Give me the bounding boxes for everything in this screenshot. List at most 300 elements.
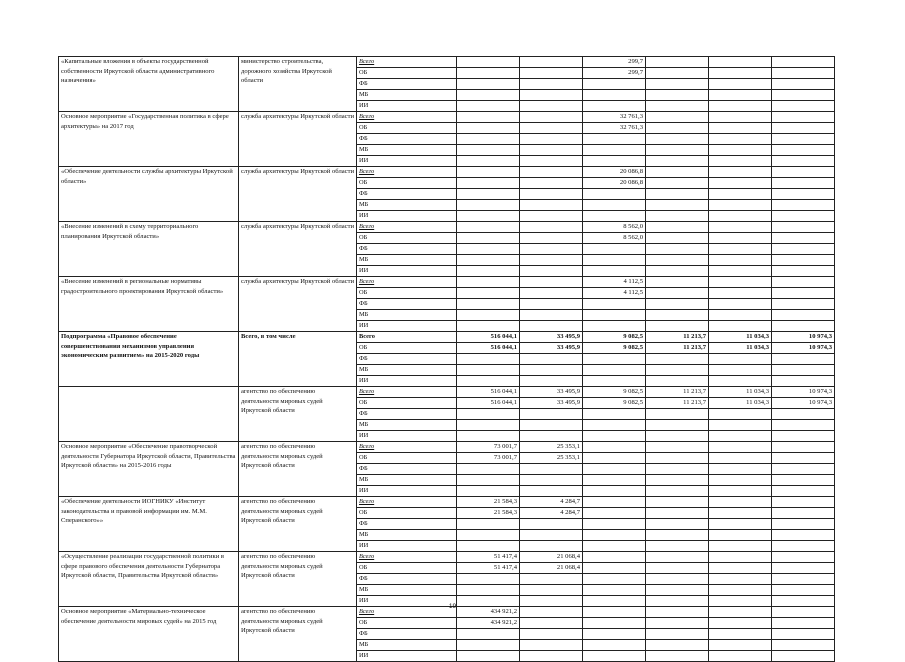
amount-cell (457, 530, 520, 541)
amount-cell (646, 354, 709, 365)
amount-cell (646, 321, 709, 332)
amount-cell (520, 519, 583, 530)
funding-source-cell: ОБ (357, 508, 457, 519)
amount-cell (772, 299, 835, 310)
amount-cell (520, 376, 583, 387)
amount-cell (709, 101, 772, 112)
amount-cell (709, 453, 772, 464)
amount-cell (646, 497, 709, 508)
amount-cell (457, 288, 520, 299)
funding-source-cell: ОБ (357, 563, 457, 574)
amount-cell (772, 563, 835, 574)
amount-cell (709, 640, 772, 651)
funding-source-cell: ИИ (357, 321, 457, 332)
amount-cell (772, 508, 835, 519)
amount-cell (583, 486, 646, 497)
amount-cell: 4 112,5 (583, 288, 646, 299)
budget-table (58, 56, 835, 662)
funding-source-cell: ОБ (357, 68, 457, 79)
amount-cell (709, 255, 772, 266)
amount-cell (583, 651, 646, 662)
amount-cell (583, 211, 646, 222)
activity-name-cell: Основное мероприятие «Обеспечение правотворческой деятельности Губернатора Иркутской области, Правительства Иркутской области» на 2015-2016 годы (59, 442, 239, 497)
amount-cell (583, 299, 646, 310)
amount-cell (520, 277, 583, 288)
amount-cell (520, 123, 583, 134)
amount-cell (709, 508, 772, 519)
amount-cell (520, 585, 583, 596)
amount-cell (520, 90, 583, 101)
amount-cell (583, 255, 646, 266)
amount-cell (772, 464, 835, 475)
amount-cell (583, 156, 646, 167)
amount-cell (772, 321, 835, 332)
funding-source-cell: ФБ (357, 464, 457, 475)
activity-name-cell: «Обеспечение деятельности службы архитектуры Иркутской области» (59, 167, 239, 222)
amount-cell (646, 585, 709, 596)
amount-cell (709, 134, 772, 145)
amount-cell (709, 475, 772, 486)
amount-cell (520, 178, 583, 189)
amount-cell (520, 530, 583, 541)
amount-cell (772, 376, 835, 387)
amount-cell (457, 585, 520, 596)
funding-source-cell: Всего (357, 442, 457, 453)
amount-cell: 516 044,1 (457, 398, 520, 409)
amount-cell (709, 530, 772, 541)
amount-cell (646, 530, 709, 541)
table-row (59, 112, 835, 123)
amount-cell (646, 486, 709, 497)
amount-cell (646, 68, 709, 79)
amount-cell: 33 495,9 (520, 398, 583, 409)
amount-cell: 11 034,3 (709, 332, 772, 343)
executor-cell: министерство строительства, дорожного хозяйства Иркутской области (239, 57, 357, 112)
amount-cell (709, 156, 772, 167)
amount-cell (457, 376, 520, 387)
funding-source-cell: ИИ (357, 211, 457, 222)
amount-cell (709, 57, 772, 68)
funding-source-cell: Всего (357, 332, 457, 343)
amount-cell (457, 651, 520, 662)
amount-cell (709, 145, 772, 156)
amount-cell (646, 266, 709, 277)
activity-name-cell: «Капитальные вложения в объекты государственной собственности Иркутской области административного назначения» (59, 57, 239, 112)
funding-source-cell: ФБ (357, 299, 457, 310)
amount-cell (583, 420, 646, 431)
amount-cell (772, 167, 835, 178)
amount-cell: 10 974,3 (772, 332, 835, 343)
amount-cell (772, 90, 835, 101)
amount-cell (772, 541, 835, 552)
amount-cell (583, 244, 646, 255)
amount-cell (457, 222, 520, 233)
amount-cell (457, 310, 520, 321)
funding-source-cell: ОБ (357, 178, 457, 189)
amount-cell (520, 233, 583, 244)
amount-cell (457, 57, 520, 68)
amount-cell (646, 629, 709, 640)
amount-cell (646, 233, 709, 244)
amount-cell: 4 112,5 (583, 277, 646, 288)
funding-source-cell: Всего (357, 222, 457, 233)
amount-cell (520, 288, 583, 299)
amount-cell (646, 365, 709, 376)
amount-cell (457, 233, 520, 244)
amount-cell (772, 519, 835, 530)
table-row (59, 552, 835, 563)
amount-cell (772, 200, 835, 211)
amount-cell (709, 442, 772, 453)
amount-cell (772, 486, 835, 497)
amount-cell (646, 200, 709, 211)
amount-cell (772, 497, 835, 508)
page-number: 19 (448, 603, 457, 610)
amount-cell (583, 189, 646, 200)
amount-cell (709, 420, 772, 431)
activity-name-cell: Основное мероприятие «Государственная политика в сфере архитектуры» на 2017 год (59, 112, 239, 167)
amount-cell (583, 365, 646, 376)
amount-cell (646, 112, 709, 123)
amount-cell (772, 574, 835, 585)
amount-cell (520, 409, 583, 420)
amount-cell: 73 001,7 (457, 453, 520, 464)
amount-cell (520, 420, 583, 431)
amount-cell (709, 167, 772, 178)
amount-cell (772, 79, 835, 90)
amount-cell (772, 288, 835, 299)
amount-cell (457, 123, 520, 134)
amount-cell (457, 464, 520, 475)
amount-cell (709, 90, 772, 101)
funding-source-cell: МБ (357, 420, 457, 431)
amount-cell (457, 101, 520, 112)
funding-source-cell: ОБ (357, 453, 457, 464)
amount-cell (520, 651, 583, 662)
funding-source-cell: Всего (357, 277, 457, 288)
amount-cell (772, 112, 835, 123)
amount-cell (772, 629, 835, 640)
executor-cell: служба архитектуры Иркутской области (239, 277, 357, 332)
amount-cell: 51 417,4 (457, 552, 520, 563)
table-row (59, 387, 835, 398)
amount-cell: 33 495,9 (520, 387, 583, 398)
amount-cell (520, 310, 583, 321)
amount-cell (583, 519, 646, 530)
amount-cell (709, 618, 772, 629)
funding-source-cell: Всего (357, 57, 457, 68)
amount-cell (709, 79, 772, 90)
amount-cell: 73 001,7 (457, 442, 520, 453)
amount-cell: 25 353,1 (520, 453, 583, 464)
amount-cell (646, 508, 709, 519)
amount-cell (457, 365, 520, 376)
table-row (59, 332, 835, 343)
funding-source-cell: ОБ (357, 123, 457, 134)
amount-cell (772, 277, 835, 288)
amount-cell (646, 310, 709, 321)
amount-cell (772, 266, 835, 277)
table-row (59, 277, 835, 288)
amount-cell (457, 134, 520, 145)
amount-cell (520, 266, 583, 277)
amount-cell (772, 651, 835, 662)
funding-source-cell: МБ (357, 365, 457, 376)
executor-cell: Всего, в том числе (239, 332, 357, 387)
funding-source-cell: МБ (357, 145, 457, 156)
funding-source-cell: МБ (357, 310, 457, 321)
amount-cell (457, 255, 520, 266)
amount-cell (457, 486, 520, 497)
amount-cell (457, 90, 520, 101)
amount-cell (583, 475, 646, 486)
amount-cell (772, 365, 835, 376)
amount-cell: 33 495,9 (520, 343, 583, 354)
amount-cell (772, 431, 835, 442)
amount-cell (520, 167, 583, 178)
amount-cell: 20 086,8 (583, 178, 646, 189)
amount-cell (457, 321, 520, 332)
funding-source-cell: ФБ (357, 79, 457, 90)
amount-cell (457, 145, 520, 156)
amount-cell (772, 552, 835, 563)
amount-cell (646, 222, 709, 233)
amount-cell (709, 189, 772, 200)
amount-cell: 516 044,1 (457, 332, 520, 343)
executor-cell: агентство по обеспечению деятельности мировых судей Иркутской области (239, 442, 357, 497)
amount-cell: 9 082,5 (583, 343, 646, 354)
amount-cell (709, 629, 772, 640)
amount-cell: 32 761,3 (583, 123, 646, 134)
executor-cell: служба архитектуры Иркутской области (239, 222, 357, 277)
amount-cell: 11 213,7 (646, 398, 709, 409)
amount-cell (772, 640, 835, 651)
table-row (59, 57, 835, 68)
amount-cell: 10 974,3 (772, 398, 835, 409)
amount-cell (709, 497, 772, 508)
amount-cell (520, 68, 583, 79)
activity-name-cell: «Внесение изменений в схему территориального планирования Иркутской области» (59, 222, 239, 277)
amount-cell (646, 211, 709, 222)
amount-cell (709, 431, 772, 442)
amount-cell (709, 277, 772, 288)
amount-cell (520, 574, 583, 585)
executor-cell: агентство по обеспечению деятельности мировых судей Иркутской области (239, 552, 357, 607)
funding-source-cell: МБ (357, 530, 457, 541)
amount-cell: 8 562,0 (583, 222, 646, 233)
amount-cell (646, 475, 709, 486)
amount-cell (583, 134, 646, 145)
amount-cell (457, 475, 520, 486)
amount-cell (709, 222, 772, 233)
amount-cell (709, 112, 772, 123)
amount-cell (772, 442, 835, 453)
executor-cell: служба архитектуры Иркутской области (239, 112, 357, 167)
amount-cell: 11 034,3 (709, 398, 772, 409)
amount-cell (772, 354, 835, 365)
amount-cell: 516 044,1 (457, 387, 520, 398)
amount-cell (646, 145, 709, 156)
amount-cell (772, 222, 835, 233)
amount-cell (709, 574, 772, 585)
amount-cell (583, 200, 646, 211)
funding-source-cell: Всего (357, 112, 457, 123)
amount-cell (646, 90, 709, 101)
amount-cell (457, 541, 520, 552)
funding-source-cell: ИИ (357, 431, 457, 442)
amount-cell: 11 034,3 (709, 343, 772, 354)
funding-source-cell: ОБ (357, 288, 457, 299)
amount-cell (772, 475, 835, 486)
funding-source-cell: ФБ (357, 574, 457, 585)
amount-cell (583, 618, 646, 629)
amount-cell (772, 189, 835, 200)
amount-cell (709, 464, 772, 475)
amount-cell (646, 552, 709, 563)
amount-cell (457, 277, 520, 288)
amount-cell (646, 640, 709, 651)
amount-cell (457, 68, 520, 79)
funding-source-cell: ОБ (357, 233, 457, 244)
amount-cell (583, 90, 646, 101)
amount-cell (520, 112, 583, 123)
amount-cell (709, 519, 772, 530)
amount-cell (583, 497, 646, 508)
funding-source-cell: МБ (357, 200, 457, 211)
amount-cell: 4 284,7 (520, 497, 583, 508)
amount-cell (457, 112, 520, 123)
funding-source-cell: ИИ (357, 376, 457, 387)
amount-cell (646, 189, 709, 200)
amount-cell (709, 321, 772, 332)
amount-cell (520, 618, 583, 629)
amount-cell (520, 640, 583, 651)
activity-name-cell: «Обеспечение деятельности ИОГНИКУ «Институт законодательства и правовой информации им. М.М. Сперанского»» (59, 497, 239, 552)
table-row (59, 497, 835, 508)
funding-source-cell: МБ (357, 475, 457, 486)
amount-cell (583, 508, 646, 519)
amount-cell (520, 255, 583, 266)
amount-cell (646, 563, 709, 574)
amount-cell (457, 244, 520, 255)
amount-cell (520, 354, 583, 365)
amount-cell (520, 475, 583, 486)
amount-cell (709, 244, 772, 255)
amount-cell (772, 178, 835, 189)
funding-source-cell: ФБ (357, 134, 457, 145)
funding-source-cell: ФБ (357, 409, 457, 420)
amount-cell (457, 200, 520, 211)
amount-cell (583, 409, 646, 420)
amount-cell (520, 244, 583, 255)
amount-cell (520, 79, 583, 90)
activity-name-cell: Основное мероприятие «Материально-техническое обеспечение деятельности мировых судей» на 2015 год (59, 607, 239, 662)
amount-cell: 11 213,7 (646, 387, 709, 398)
amount-cell (772, 409, 835, 420)
amount-cell (709, 541, 772, 552)
amount-cell (772, 255, 835, 266)
amount-cell (583, 530, 646, 541)
amount-cell (709, 288, 772, 299)
amount-cell (583, 321, 646, 332)
amount-cell (583, 442, 646, 453)
amount-cell (583, 101, 646, 112)
amount-cell (646, 123, 709, 134)
amount-cell: 299,7 (583, 57, 646, 68)
amount-cell: 4 284,7 (520, 508, 583, 519)
funding-source-cell: МБ (357, 255, 457, 266)
table-row (59, 167, 835, 178)
amount-cell: 299,7 (583, 68, 646, 79)
amount-cell: 11 034,3 (709, 387, 772, 398)
amount-cell (457, 640, 520, 651)
amount-cell (772, 233, 835, 244)
amount-cell: 51 417,4 (457, 563, 520, 574)
amount-cell (457, 431, 520, 442)
amount-cell: 21 584,3 (457, 508, 520, 519)
amount-cell (709, 376, 772, 387)
amount-cell (646, 574, 709, 585)
amount-cell (646, 618, 709, 629)
amount-cell (646, 277, 709, 288)
amount-cell (520, 145, 583, 156)
amount-cell (457, 156, 520, 167)
amount-cell (457, 519, 520, 530)
amount-cell (457, 266, 520, 277)
activity-name-cell: «Внесение изменений в региональные нормативы градостроительного проектирования Иркутской области» (59, 277, 239, 332)
amount-cell: 11 213,7 (646, 332, 709, 343)
amount-cell (583, 431, 646, 442)
amount-cell (457, 354, 520, 365)
amount-cell: 516 044,1 (457, 343, 520, 354)
table-row (59, 222, 835, 233)
amount-cell (772, 145, 835, 156)
amount-cell (520, 222, 583, 233)
amount-cell (520, 299, 583, 310)
amount-cell (709, 354, 772, 365)
funding-source-cell: Всего (357, 387, 457, 398)
amount-cell (646, 244, 709, 255)
funding-source-cell: ИИ (357, 541, 457, 552)
amount-cell (583, 354, 646, 365)
amount-cell (457, 409, 520, 420)
amount-cell (709, 123, 772, 134)
table-row (59, 442, 835, 453)
amount-cell (646, 519, 709, 530)
amount-cell (520, 101, 583, 112)
amount-cell (772, 530, 835, 541)
amount-cell (772, 420, 835, 431)
amount-cell (520, 431, 583, 442)
amount-cell (772, 211, 835, 222)
amount-cell (457, 420, 520, 431)
table-body (59, 57, 835, 662)
funding-source-cell: ФБ (357, 354, 457, 365)
amount-cell (583, 453, 646, 464)
amount-cell (583, 376, 646, 387)
amount-cell (709, 233, 772, 244)
amount-cell: 9 082,5 (583, 332, 646, 343)
amount-cell (646, 288, 709, 299)
amount-cell (520, 200, 583, 211)
amount-cell: 9 082,5 (583, 398, 646, 409)
amount-cell (457, 79, 520, 90)
amount-cell (646, 464, 709, 475)
amount-cell (583, 464, 646, 475)
amount-cell (772, 618, 835, 629)
amount-cell: 33 495,9 (520, 332, 583, 343)
funding-source-cell: ФБ (357, 629, 457, 640)
